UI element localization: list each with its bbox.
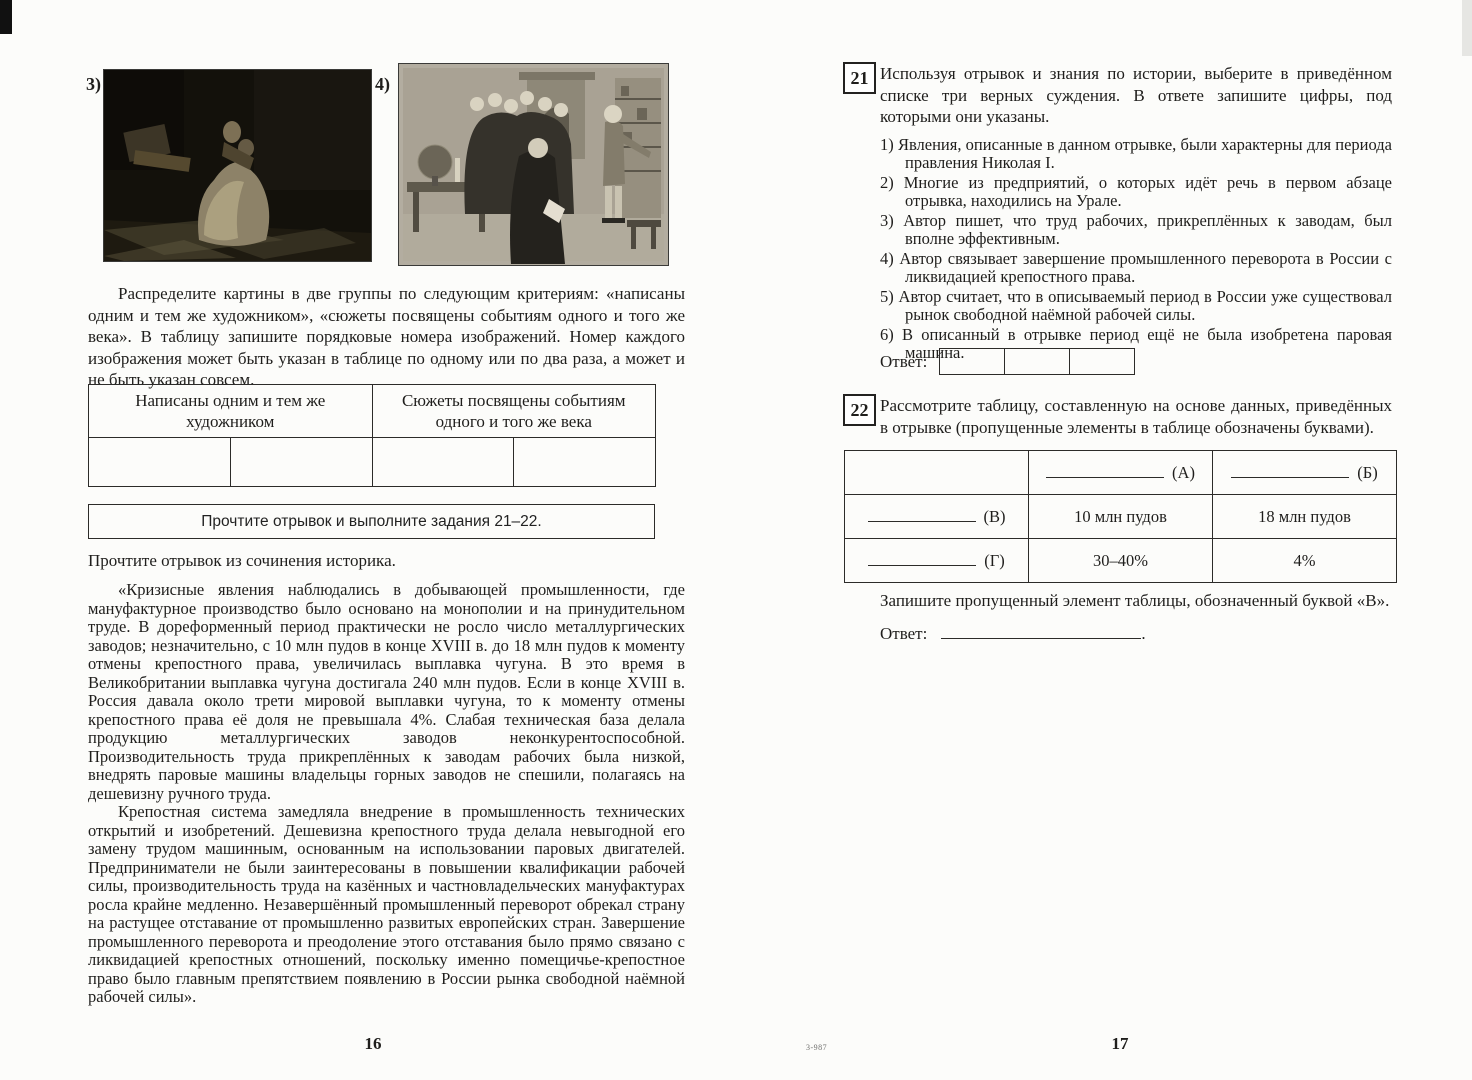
answer-label: Ответ: [880,624,928,643]
print-signature: 3-987 [806,1043,828,1052]
option-text: Автор связывает завершение промышленного переворота в России с ликвидацией крепостного права. [899,249,1392,286]
answer-digit-cell[interactable] [1005,349,1070,374]
grouping-table [88,384,656,487]
option-text: Явления, описанные в данном отрывке, были характерны для периода правления Николая I. [897,135,1392,172]
blank-letter-b: (Б) [1357,462,1378,482]
option-number: 5) [880,287,894,306]
option-text: Автор пишет, что труд рабочих, прикреплённых к заводам, был вполне эффективным. [903,211,1393,248]
page-number-right: 17 [1111,1034,1129,1053]
t22-cell-value: 4% [1213,539,1397,583]
task-22-text: Рассмотрите таблицу, составленную на основе данных, приведённых в отрывке (пропущенные элементы в таблице обозначены буквами). [880,396,1392,437]
figure-3-painting [104,70,371,261]
option-text: Автор считает, что в описываемый период в России уже существовал рынок свободной наёмной рабочей силы. [898,287,1392,324]
task-21-answer-boxes [939,348,1135,375]
option-number: 1) [880,135,894,154]
figure-3-label: 3) [86,74,101,94]
grouping-answer-cell[interactable] [89,438,231,487]
option-number: 4) [880,249,894,268]
t22-cell-blank-v [845,495,1029,539]
option-number: 2) [880,173,894,192]
figure-4-painting [399,64,668,265]
blank-letter-a: (А) [1172,462,1195,482]
scan-corner-mark [0,0,12,34]
task-22-data-table [844,450,1397,583]
task-21-number-box: 21 [843,62,876,94]
t22-cell-value: 10 млн пудов [1029,495,1213,539]
grouping-table-header-century: Сюжеты посвящены событиям одного и того же века [372,385,656,438]
task-21-option [880,174,1392,209]
blank-letter-g: (Г) [984,550,1005,570]
option-text: Многие из предприятий, о которых идёт речь в первом абзаце отрывка, находились на Урале. [903,173,1392,210]
answer-digit-cell[interactable] [1070,349,1134,374]
answer-label: Ответ: [880,351,928,371]
grouping-answer-cell[interactable] [372,438,514,487]
answer-digit-cell[interactable] [940,349,1005,374]
blank-letter-v: (В) [983,506,1006,526]
blank-line [1046,476,1164,478]
laboratory-scene-painting-icon [399,64,668,265]
t22-cell-blank-b [1213,451,1397,495]
grouping-answer-cell[interactable] [230,438,372,487]
grouping-table-header-artist: Написаны одним и тем же художником [89,385,373,438]
t22-cell-empty [845,451,1029,495]
task-22-question: Запишите пропущенный элемент таблицы, обозначенный буквой «В». [880,591,1390,610]
task-21-options [880,136,1392,364]
option-number: 6) [880,325,894,344]
blank-line [868,520,976,522]
task-21-option [880,250,1392,285]
t22-cell-value: 18 млн пудов [1213,495,1397,539]
t22-cell-blank-a [1029,451,1213,495]
excerpt-paragraph-2: Крепостная система замедляла внедрение в промышленность технических открытий и изобретений. Дешевизна крепостного труда делала невыгодной его замену трудом машинным, основанным на использовании паровых двигателей. Предприниматели не были заинтересованы в повышении квалификации рабочей силы, производительность труда на казённых и частновладельческих мануфактурах росла крайне медленно. Незавершённый промышленный переворот обрекал страну на растущее отставание от промышленно развитых европейских стран. Завершение промышленного переворота и преодоление этого отставания было прямо связано с ликвидацией крепостных отношений, поскольку именно помещичье-крепостное право было главным препятствием появлению в России рынка свободной наёмной рабочей силы». [88,802,685,1006]
dark-historical-painting-icon [104,70,371,261]
scan-edge-smudge [1462,0,1472,56]
figure-4-label: 4) [375,74,390,94]
task-21-text: Используя отрывок и знания по истории, выберите в приведённом списке три верных суждения. В ответе запишите цифры, под которыми они указаны. [880,64,1392,126]
option-number: 3) [880,211,894,230]
answer-write-line[interactable] [941,637,1141,639]
task-21-option [880,136,1392,171]
blank-line [1231,476,1349,478]
task-22-answer-row [880,624,1146,644]
excerpt-intro: Прочтите отрывок из сочинения историка. [88,551,396,570]
task-21-option [880,288,1392,323]
t22-cell-blank-g [845,539,1029,583]
period: . [1141,624,1146,643]
section-banner: Прочтите отрывок и выполните задания 21–22. [88,504,655,539]
option-text: В описанный в отрывке период ещё не была изобретена паровая машина. [902,325,1392,362]
task-21-option [880,212,1392,247]
task-21-answer-row [880,348,1135,375]
task20-instructions: Распределите картины в две группы по следующим критериям: «написаны одним и тем же художником», «сюжеты посвящены событиям одного и того же века». В таблицу запишите порядковые номера изображений. Номер каждого изображения может быть указан в таблице по одному или по два раза, а может и не быть указан совсем. [88,284,685,389]
grouping-answer-cell[interactable] [514,438,656,487]
excerpt-paragraph-1: «Кризисные явления наблюдались в добывающей промышленности, где мануфактурное производство было основано на монополии и на принудительном труде. В дореформенный период практически не росло число металлургических заводов; незначительно, с 10 млн пудов в конце XVIII в. до 18 млн пудов к моменту отмены крепостного права, увеличилась выплавка чугуна. В это время в Великобритании выплавка чугуна достигала 240 млн пудов. Если в конце XVIII в. Россия давала около трети мировой выплавки чугуна, то к моменту отмены крепостного права её доля не превышала 4%. Слабая техническая база делала продукцию металлургических заводов неконкурентоспособной. Производительность труда прикреплённых к заводам рабочих была низкой, внедрять паровые машины владельцы горных заводов не спешили, полагаясь на дешевизну ручного труда. [88,580,685,803]
task-22-number-box: 22 [843,394,876,426]
page-number-left: 16 [364,1034,382,1053]
t22-cell-value: 30–40% [1029,539,1213,583]
blank-line [868,564,976,566]
historian-excerpt [88,581,685,1007]
